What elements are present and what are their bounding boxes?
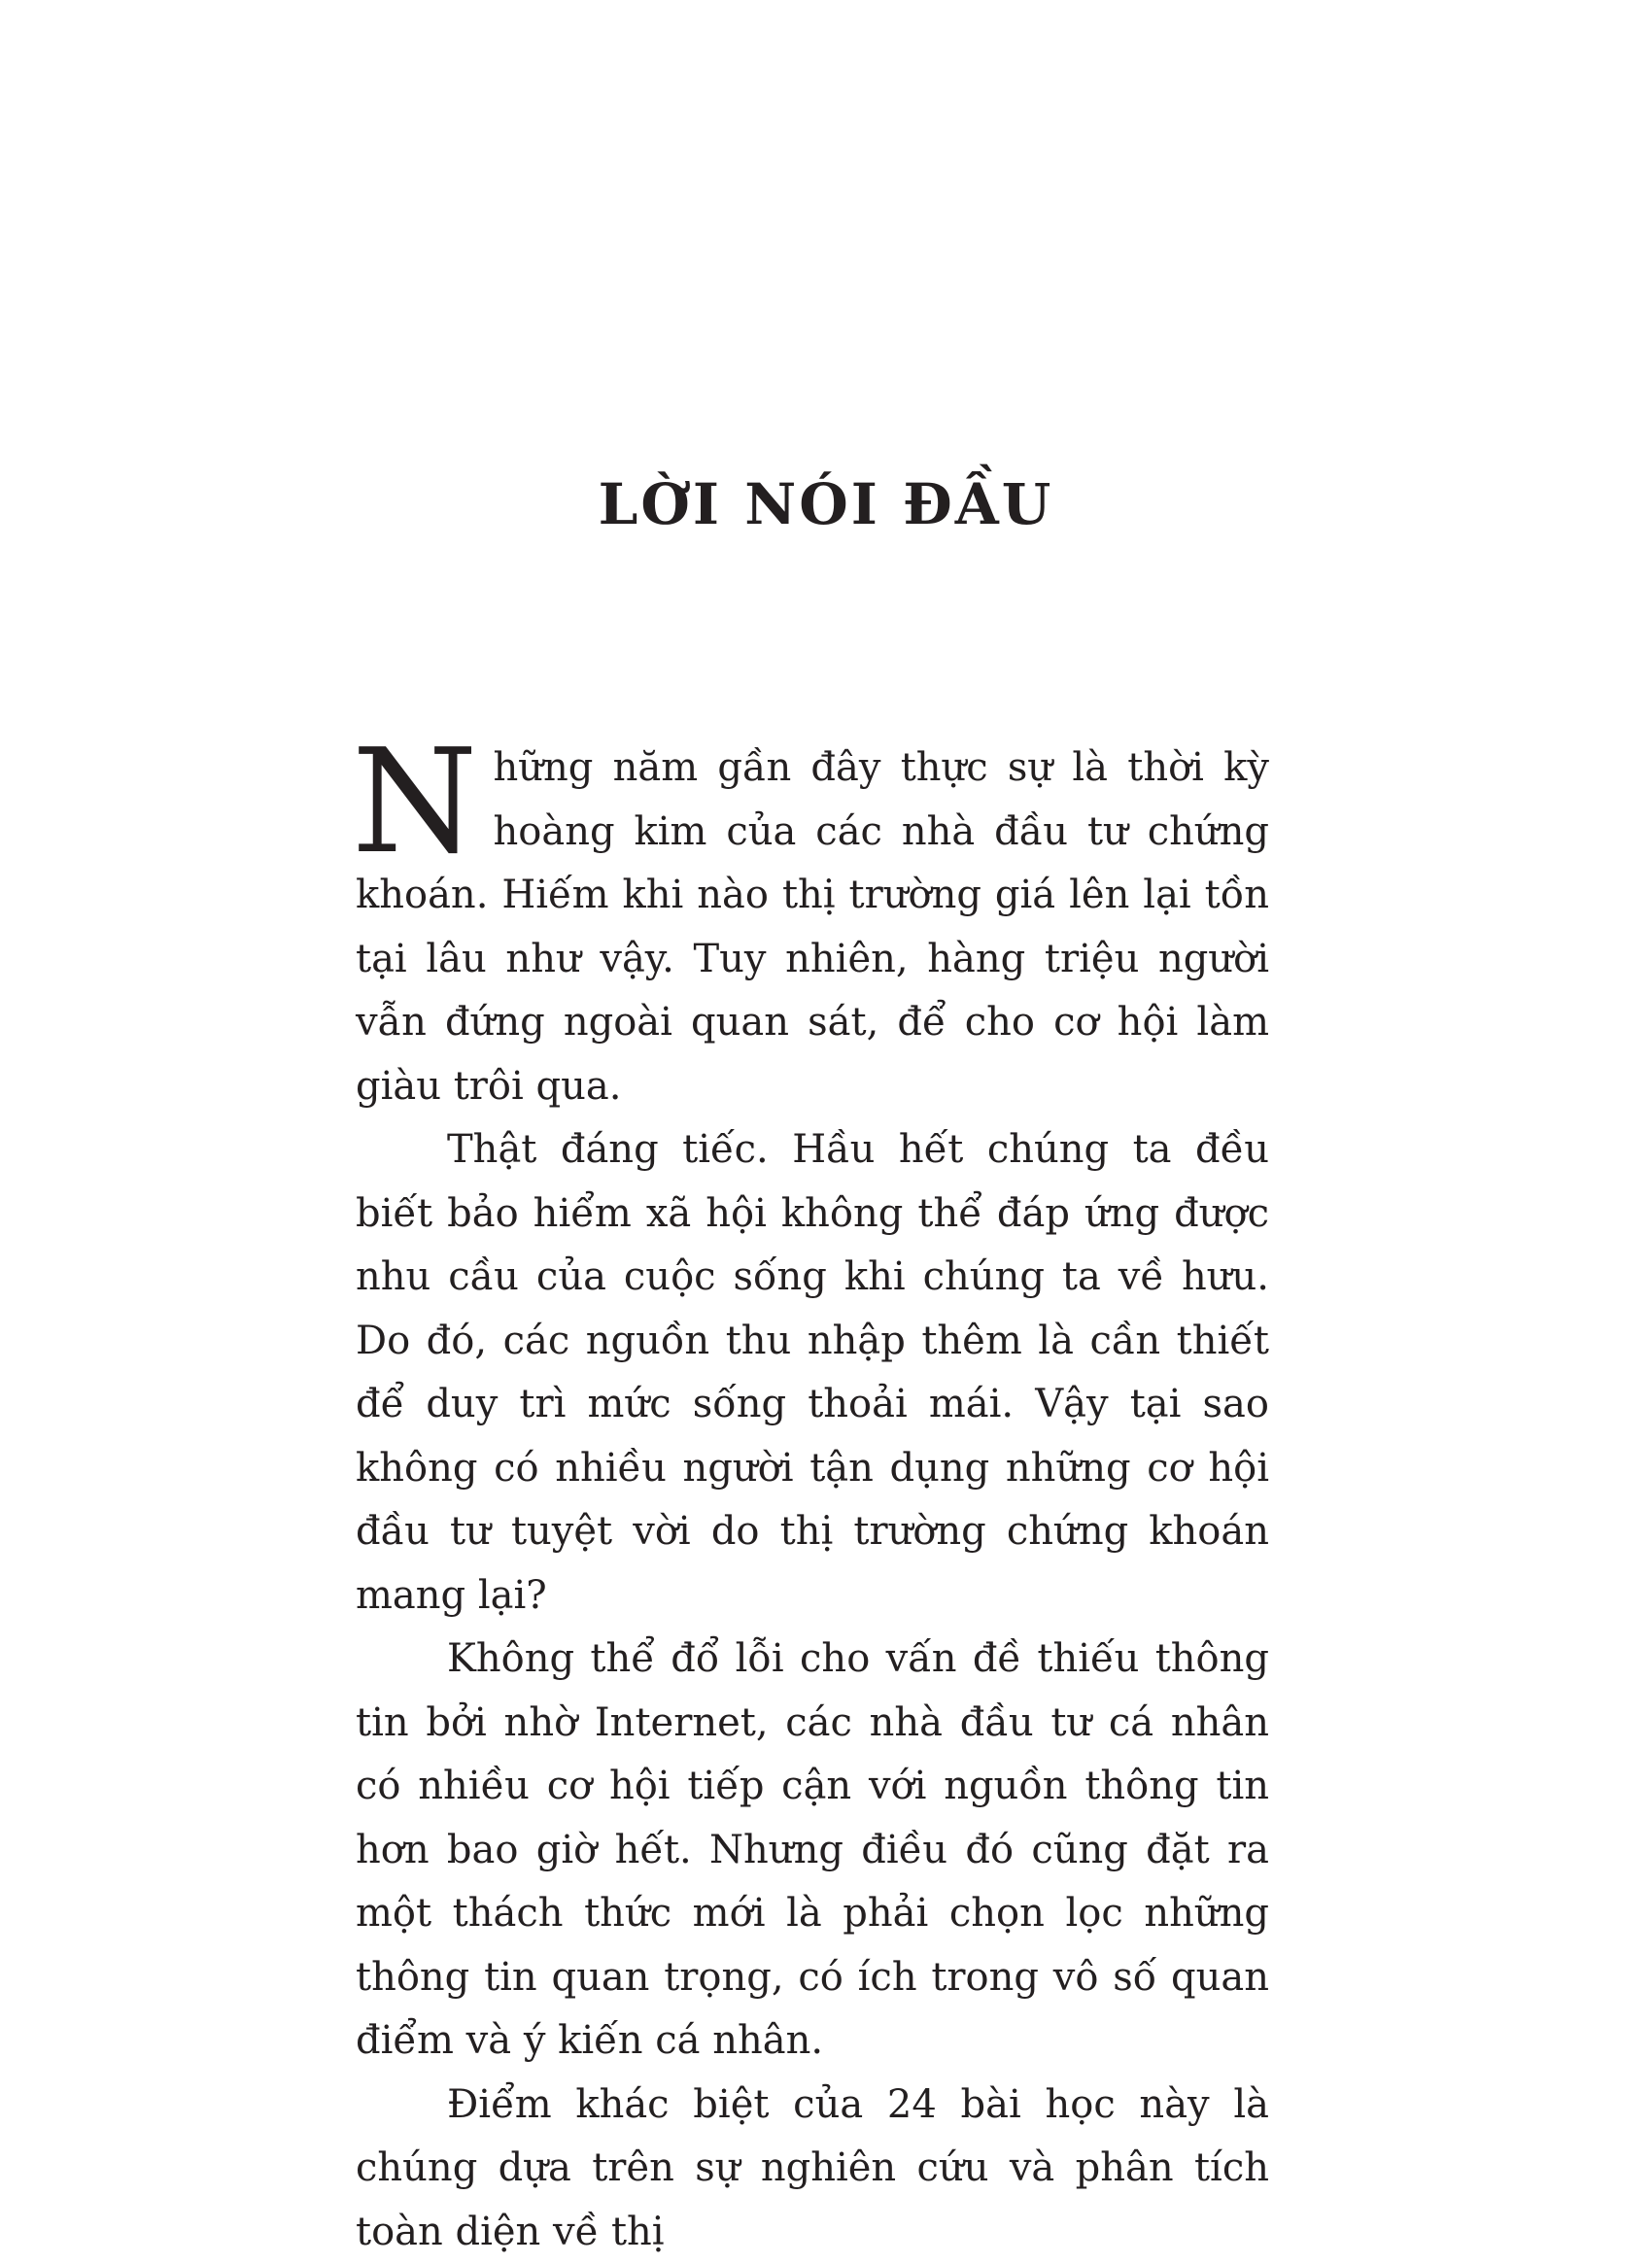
body-text bbox=[356, 737, 1269, 2264]
paragraph-3: Không thể đổ lỗi cho vấn đề thiếu thông tin bởi nhờ Internet, các nhà đầu tư cá nhân có nhiều cơ hội tiếp cận với nguồn thông tin hơn bao giờ hết. Nhưng điều đó cũng đặt ra một thách thức mới là phải chọn lọc những thông tin quan trọng, có ích trong vô số quan điểm và ý kiến cá nhân. bbox=[356, 1628, 1269, 2074]
chapter-title: LỜI NÓI ĐẦU bbox=[0, 476, 1652, 532]
paragraph-1 bbox=[356, 737, 1269, 1118]
drop-cap: N bbox=[352, 748, 478, 855]
paragraph-4: Điểm khác biệt của 24 bài học này là chúng dựa trên sự nghiên cứu và phân tích toàn diện về thị bbox=[356, 2074, 1269, 2264]
paragraph-2: Thật đáng tiếc. Hầu hết chúng ta đều biết bảo hiểm xã hội không thể đáp ứng được nhu cầu của cuộc sống khi chúng ta về hưu. Do đó, các nguồn thu nhập thêm là cần thiết để duy trì mức sống thoải mái. Vậy tại sao không có nhiều người tận dụng những cơ hội đầu tư tuyệt vời do thị trường chứng khoán mang lại? bbox=[356, 1118, 1269, 1628]
paragraph-1-text: hững năm gần đây thực sự là thời kỳ hoàng kim của các nhà đầu tư chứng khoán. Hiếm khi nào thị trường giá lên lại tồn tại lâu như vậy. Tuy nhiên, hàng triệu người vẫn đứng ngoài quan sát, để cho cơ hội làm giàu trôi qua. bbox=[356, 745, 1269, 1109]
